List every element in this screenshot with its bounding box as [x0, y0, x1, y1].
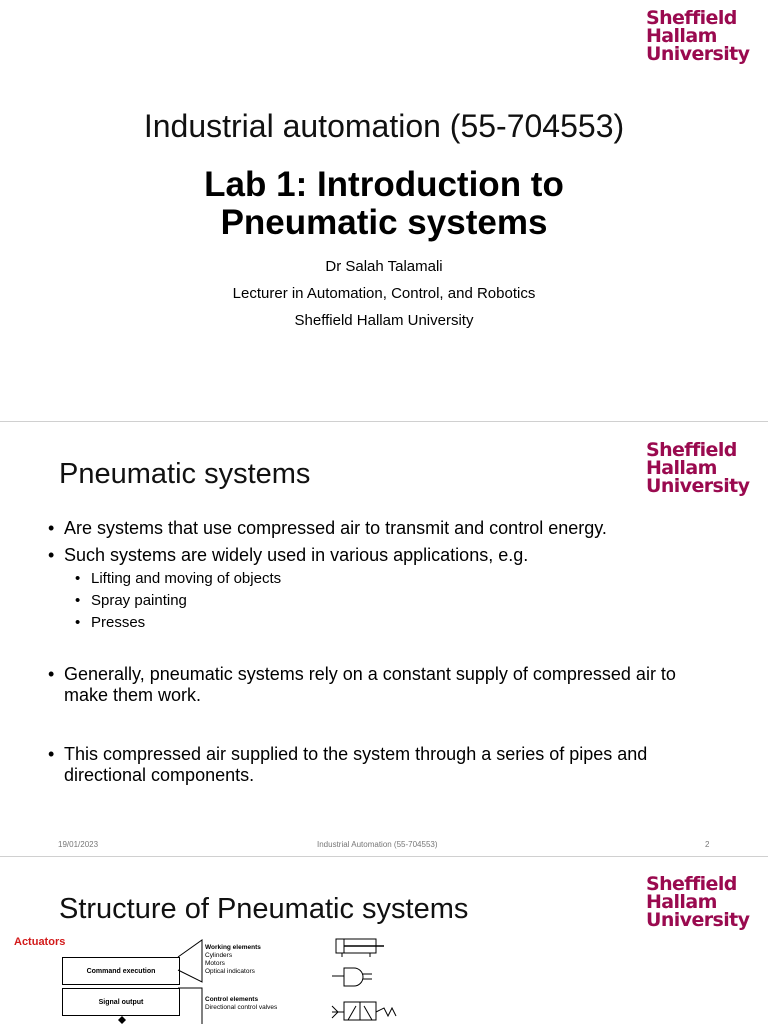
university-logo [646, 875, 758, 929]
bullet-item: • Are systems that use compressed air to transmit and control energy. [48, 518, 728, 539]
sub-bullet-item: • Spray painting [75, 590, 728, 612]
command-execution-box: Command execution [62, 957, 180, 985]
logo-line-2: Hallam [646, 457, 717, 479]
logo-line-1: Sheffield [646, 439, 737, 461]
control-elements-heading: Control elements [205, 996, 259, 1003]
university-logo [646, 441, 758, 495]
slide-heading: Pneumatic systems [59, 458, 311, 490]
logo-line-3: University [646, 909, 750, 931]
working-item: Optical indicators [205, 968, 255, 975]
author-institution: Sheffield Hallam University [294, 312, 474, 329]
bullet-item: • This compressed air supplied to the system through a series of pipes and directional components. [48, 744, 704, 786]
cylinder-symbol-icon [336, 939, 384, 957]
pneumatic-systems-slide [0, 422, 768, 854]
bullet-item: • Generally, pneumatic systems rely on a constant supply of compressed air to make them work. [48, 664, 704, 706]
sub-bullet-item: • Lifting and moving of objects [75, 568, 728, 590]
lab-title-line-1: Lab 1: Introduction to [204, 165, 564, 204]
diamond-marker [118, 1016, 126, 1024]
lab-title [0, 166, 768, 242]
signal-output-box: Signal output [62, 988, 180, 1016]
author-role: Lecturer in Automation, Control, and Robotics [232, 285, 536, 302]
valve-symbol-icon [332, 1002, 396, 1020]
logo-line-3: University [646, 475, 750, 497]
slide-heading: Structure of Pneumatic systems [59, 893, 469, 925]
control-elements-text [205, 996, 277, 1012]
motor-symbol-icon [332, 968, 372, 986]
logo-line-1: Sheffield [646, 7, 737, 29]
actuators-label: Actuators [14, 936, 66, 948]
bullet-item: • Such systems are widely used in various applications, e.g. [48, 545, 728, 566]
logo-line-3: University [646, 43, 750, 65]
control-item: Directional control valves [205, 1004, 278, 1011]
pneumatic-symbols [330, 936, 400, 1024]
author-name: Dr Salah Talamali [325, 258, 443, 275]
logo-line-2: Hallam [646, 891, 717, 913]
logo-line-1: Sheffield [646, 873, 737, 895]
sub-bullet-item: • Presses [75, 612, 728, 634]
bullet-list [48, 518, 728, 786]
logo-line-2: Hallam [646, 25, 717, 47]
working-item: Motors [205, 960, 225, 967]
working-item: Cylinders [205, 952, 233, 959]
working-elements-text [205, 944, 261, 976]
course-title: Industrial automation (55-704553) [143, 108, 625, 144]
sub-bullet-list [48, 568, 728, 634]
footer-page: 2 [705, 840, 710, 849]
university-logo [646, 9, 758, 63]
bracket-connectors [176, 930, 206, 1024]
title-slide [0, 0, 768, 420]
lab-title-line-2: Pneumatic systems [220, 203, 548, 242]
footer-date: 19/01/2023 [58, 840, 99, 849]
working-elements-heading: Working elements [205, 944, 261, 951]
footer-title: Industrial Automation (55-704553) [317, 840, 438, 849]
